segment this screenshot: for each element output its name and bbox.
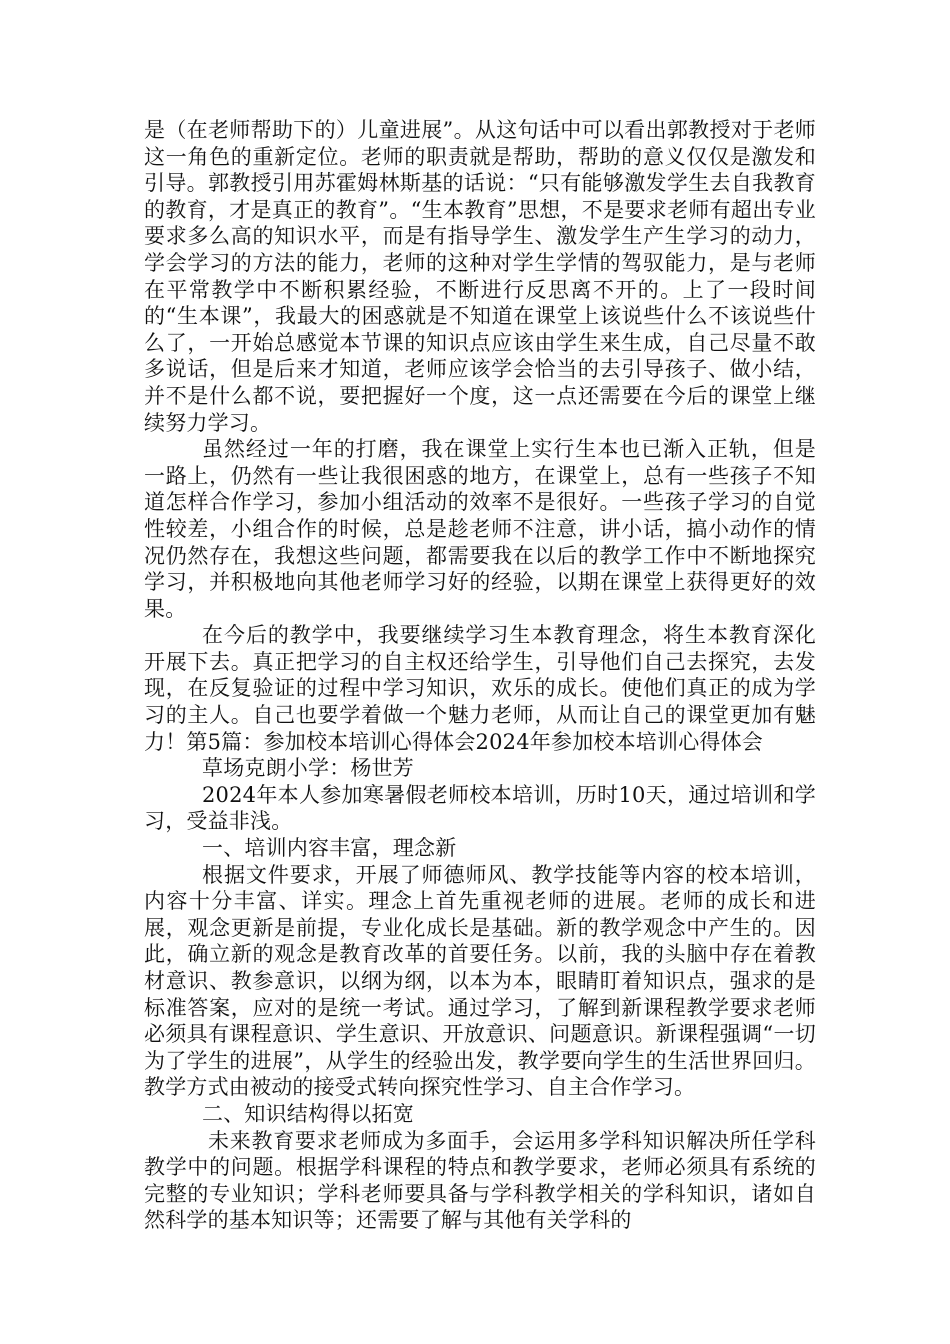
paragraph-intro: 2024年本人参加寒暑假老师校本培训，历时10天，通过培训和学习，受益非浅。	[144, 782, 816, 834]
paragraph-knowledge-structure: 未来教育要求老师成为多面手，会运用多学科知识解决所任学科教学中的问题。根据学科课程的特点和教学要求，老师必须具有系统的完整的专业知识；学科老师要具备与学科教学相关的学科知识，诸如自然科学的基本知识等；还需要了解与其他有关学科的	[144, 1128, 816, 1233]
paragraph-training-content: 根据文件要求，开展了师德师风、教学技能等内容的校本培训，内容十分丰富、详实。理念上首先重视老师的进展。老师的成长和进展，观念更新是前提，专业化成长是基础。新的教学观念中产生的。因此，确立新的观念是教育改革的首要任务。以前，我的头脑中存在着教材意识、教参意识，以纲为纲，以本为本，眼睛盯着知识点，强求的是标准答案，应对的是统一考试。通过学习，了解到新课程教学要求老师必须具有课程意识、学生意识、开放意识、问题意识。新课程强调“一切为了学生的进展”，从学生的经验出发，教学要向学生的生活世界回归。教学方式由被动的接受式转向探究性学习、自主合作学习。	[144, 862, 816, 1100]
paragraph-continuation: 是（在老师帮助下的）儿童进展”。从这句话中可以看出郭教授对于老师这一角色的重新定位。老师的职责就是帮助，帮助的意义仅仅是激发和引导。郭教授引用苏霍姆林斯基的话说：“只有能够激发学生去自我教育的教育，才是真正的教育”。“生本教育”思想，不是要求老师有超出专业要求多么高的知识水平，而是有指导学生、激发学生产生学习的动力，学会学习的方法的能力，老师的这种对学生学情的驾驭能力，是与老师在平常教学中不断积累经验，不断进行反思离不开的。上了一段时间的“生本课”，我最大的困惑就是不知道在课堂上该说些什么不该说些什么了，一开始总感觉本节课的知识点应该由学生来生成，自己尽量不敢多说话，但是后来才知道，老师应该学会恰当的去引导孩子、做小结，并不是什么都不说，要把握好一个度，这一点还需要在今后的课堂上继续努力学习。	[144, 118, 816, 435]
paragraph-reflection: 虽然经过一年的打磨，我在课堂上实行生本也已渐入正轨，但是一路上，仍然有一些让我很困惑的地方，在课堂上，总有一些孩子不知道怎样合作学习，参加小组活动的效率不是很好。一些孩子学习的自觉性较差，小组合作的时候，总是趁老师不注意，讲小话，搞小动作的情况仍然存在，我想这些问题，都需要我在以后的教学工作中不断地探究学习，并积极地向其他老师学习好的经验，以期在课堂上获得更好的效果。	[144, 437, 816, 621]
document-page	[144, 117, 816, 1234]
section-heading-2: 二、知识结构得以拓宽	[202, 1101, 414, 1126]
paragraph-future-plans: 在今后的教学中，我要继续学习生本教育理念，将生本教育深化开展下去。真正把学习的自主权还给学生，引导他们自己去探究，去发现，在反复验证的过程中学习知识，欢乐的成长。使他们真正的成为学习的主人。自己也要学着做一个魅力老师，从而让自己的课堂更加有魅力！第5篇：参加校本培训心得体会2024年参加校本培训心得体会	[144, 623, 816, 754]
section-heading-1: 一、培训内容丰富，理念新	[202, 836, 457, 861]
author-line: 草场克朗小学：杨世芳	[202, 756, 414, 781]
